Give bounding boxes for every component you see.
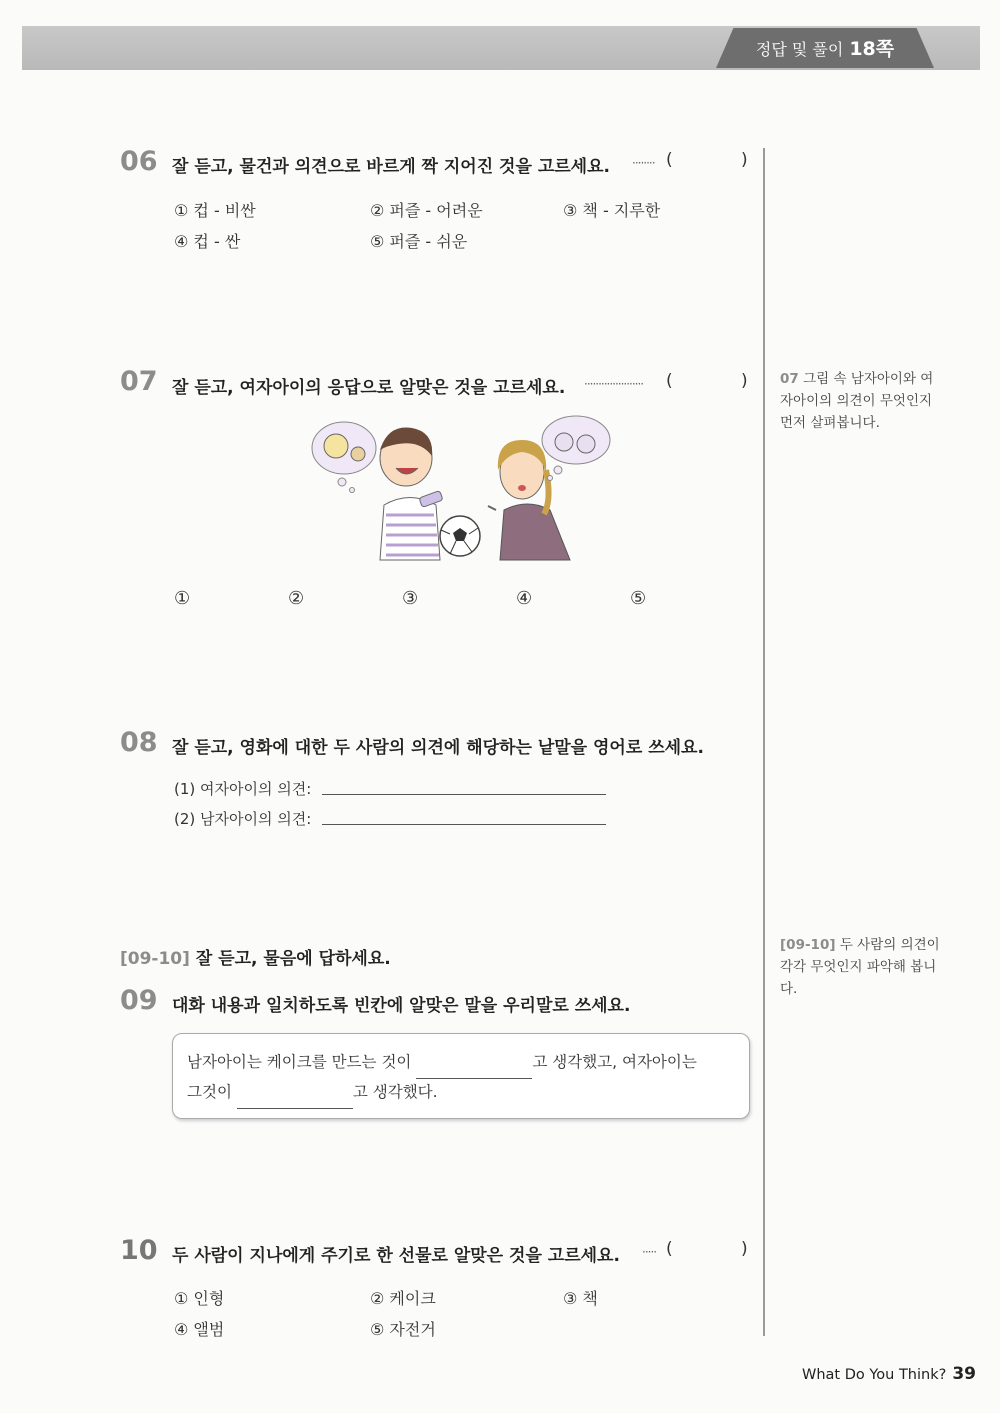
q07-option-1[interactable]: ① [174,588,191,609]
q06-option-3[interactable]: ③ 책 - 지루한 [563,201,661,220]
q09-box-part2: 고 생각했고, 여자아이는 [532,1053,697,1071]
group-text: 잘 듣고, 물음에 답하세요. [195,949,391,969]
q06-paren-close: ) [741,150,748,170]
q09-box-line1 [187,1046,697,1079]
q08-line1-label: (1) 여자아이의 의견: [174,780,312,798]
q09-box-part1: 남자아이는 케이크를 만드는 것이 [187,1053,412,1071]
q09-box-part3: 그것이 [187,1083,232,1101]
q08-text: 잘 듣고, 영화에 대한 두 사람의 의견에 해당하는 낱말을 영어로 쓰세요. [172,738,704,758]
q10-paren-close: ) [741,1239,748,1259]
q06-number: 06 [120,146,158,177]
q08-line2-label: (2) 남자아이의 의견: [174,810,312,828]
q10-option-5[interactable]: ⑤ 자전거 [370,1320,436,1339]
q10-text: 두 사람이 지나에게 주기로 한 선물로 알맞은 것을 고르세요. [172,1246,620,1266]
q06-paren-open: ( [666,150,673,170]
q09-box-line2 [187,1076,438,1109]
q07-text: 잘 듣고, 여자아이의 응답으로 알맞은 것을 고르세요. [172,378,566,398]
q07-paren-open: ( [666,371,673,391]
answer-tab-page: 18쪽 [849,38,895,60]
q07-hint [780,368,946,434]
q06-text: 잘 듣고, 물건과 의견으로 바르게 짝 지어진 것을 고르세요. [172,157,610,177]
footer-page-number: 39 [952,1364,976,1384]
boy-figure-icon [380,427,443,560]
q07-hint-text: 그림 속 남자아이와 여자아이의 의견이 무엇인지 먼저 살펴봅니다. [780,371,934,431]
q07-dots: ····················· [584,377,644,391]
q07-hint-number: 07 [780,371,799,387]
q08-answer-line-1[interactable] [322,794,606,795]
q10-number: 10 [120,1235,158,1266]
q06-option-4[interactable]: ④ 컵 - 싼 [174,232,241,251]
q08-number: 08 [120,727,158,758]
q07-illustration [300,410,620,570]
group-hint-text: 두 사람의 의견이 각각 무엇인지 파악해 봅니다. [780,937,940,997]
answer-tab-text: 정답 및 풀이 [755,40,844,59]
q06-option-1[interactable]: ① 컵 - 비싼 [174,201,256,220]
q07-option-2[interactable]: ② [288,588,305,609]
q06-dots: ········ [632,156,655,170]
q09-box-part4: 고 생각했다. [352,1083,438,1101]
boy-thought-bubble-icon [312,422,376,493]
q10-option-4[interactable]: ④ 앨범 [174,1320,225,1339]
answer-tab-label [716,34,934,61]
group-heading [120,944,391,969]
q09-answer-box [172,1033,750,1119]
q10-option-3[interactable]: ③ 책 [563,1289,598,1308]
group-hint [780,934,946,1000]
q10-dots: ····· [642,1245,657,1259]
q06-option-2[interactable]: ② 퍼즐 - 어려운 [370,201,483,220]
group-hint-label: [09-10] [780,937,836,953]
q07-number: 07 [120,366,158,397]
q10-paren-open: ( [666,1239,673,1259]
q07-option-3[interactable]: ③ [402,588,419,609]
soccer-ball-icon [440,516,480,556]
girl-thought-bubble-icon [542,416,610,481]
q08-answer-line-2[interactable] [322,824,606,825]
q07-option-4[interactable]: ④ [516,588,533,609]
q10-option-2[interactable]: ② 케이크 [370,1289,436,1308]
q09-blank-1[interactable] [416,1046,532,1079]
q07-paren-close: ) [741,371,748,391]
column-divider [763,148,765,1336]
group-label: [09-10] [120,949,190,969]
footer [802,1364,976,1384]
q09-text: 대화 내용과 일치하도록 빈칸에 알맞은 말을 우리말로 쓰세요. [172,996,631,1016]
footer-title: What Do You Think? [802,1367,947,1383]
q07-option-5[interactable]: ⑤ [630,588,647,609]
q10-option-1[interactable]: ① 인형 [174,1289,225,1308]
q06-option-5[interactable]: ⑤ 퍼즐 - 쉬운 [370,232,468,251]
q09-number: 09 [120,985,158,1016]
q09-blank-2[interactable] [237,1076,353,1109]
